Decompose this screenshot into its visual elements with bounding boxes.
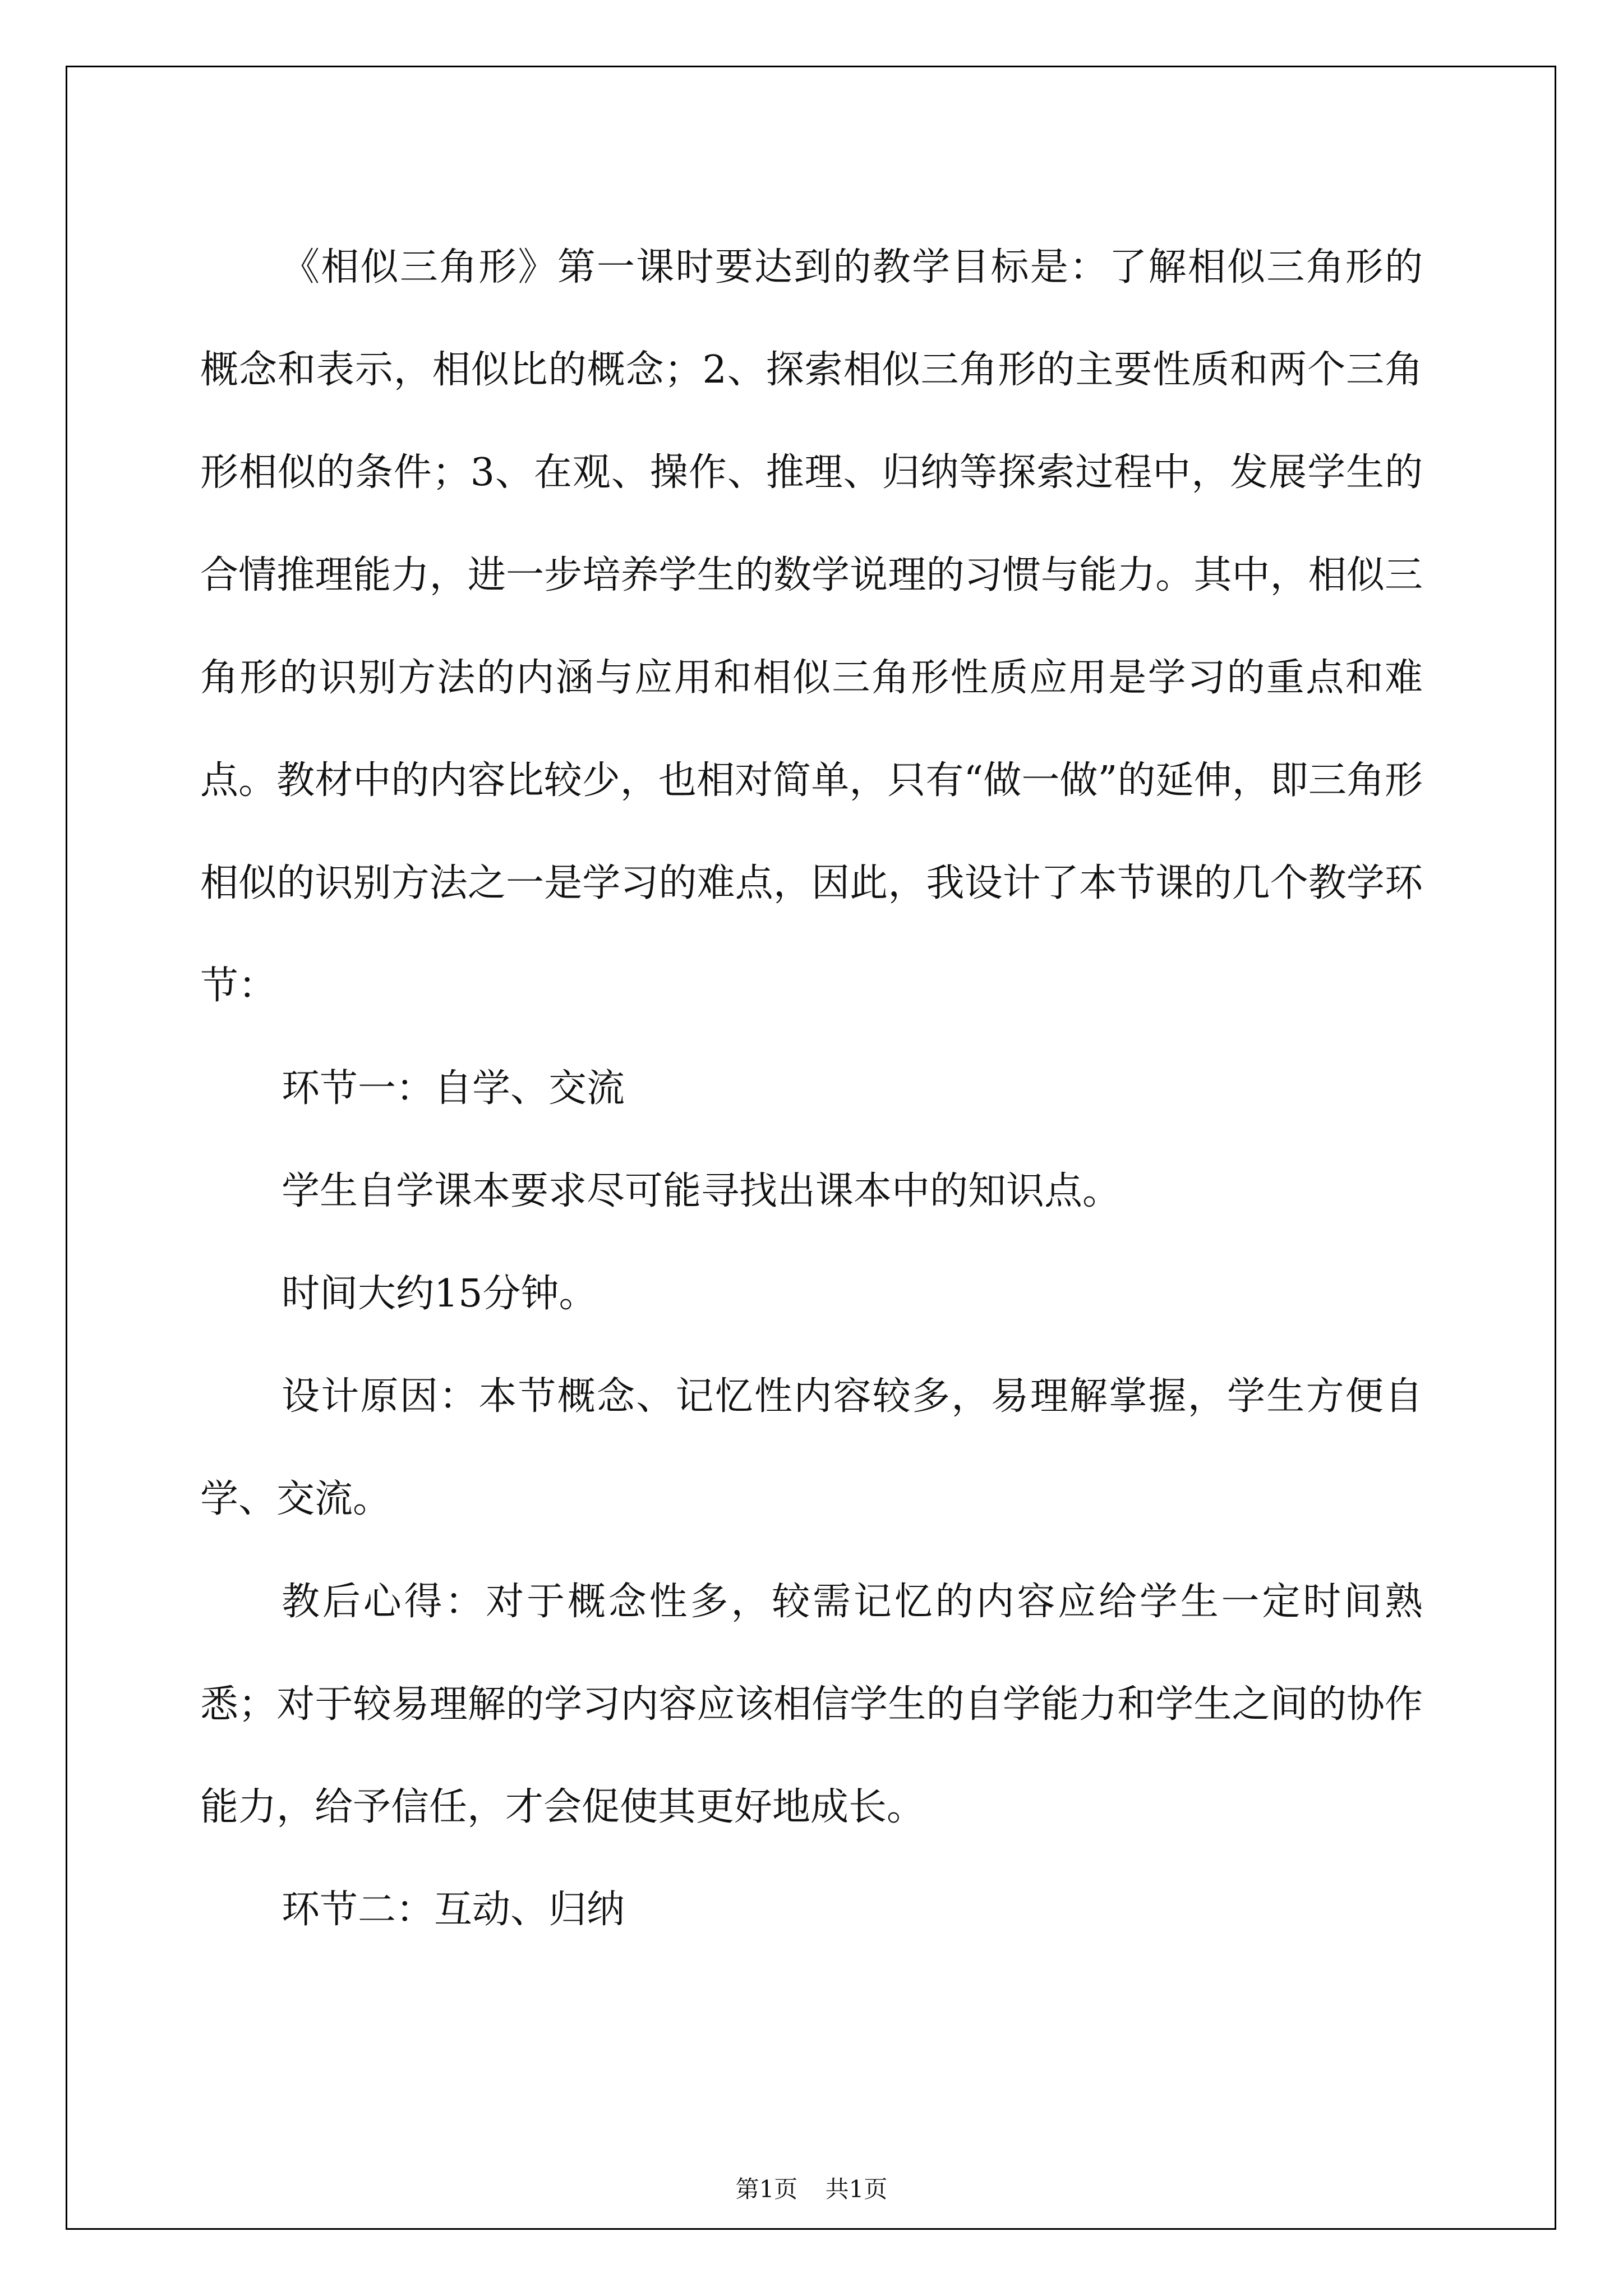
paragraph-self-study: 学生自学课本要求尽可能寻找出课本中的知识点。 xyxy=(282,1169,1121,1213)
page-number: 第1页 xyxy=(735,2175,798,2203)
paragraph-section-one-heading: 环节一：自学、交流 xyxy=(282,1066,625,1111)
document-body xyxy=(200,216,1423,1961)
page-total: 共1页 xyxy=(825,2175,888,2203)
paragraph-design-reason: 设计原因：本节概念、记忆性内容较多，易理解掌握，学生方便自学、交流。 xyxy=(200,1374,1423,1521)
paragraph-teaching-reflection: 教后心得：对于概念性多，较需记忆的内容应给学生一定时间熟悉；对于较易理解的学习内容应该相信学生的自学能力和学生之间的协作能力，给予信任，才会促使其更好地成长。 xyxy=(200,1580,1423,1829)
paragraph-section-two-heading: 环节二：互动、归纳 xyxy=(282,1888,625,1932)
page-footer xyxy=(0,2171,1623,2205)
paragraph-time: 时间大约15分钟。 xyxy=(282,1272,597,1316)
paragraph-intro: 《相似三角形》第一课时要达到的教学目标是：了解相似三角形的概念和表示，相似比的概念；2、探索相似三角形的主要性质和两个三角形相似的条件；3、在观、操作、推理、归纳等探索过程中，发展学生的合情推理能力，进一步培养学生的数学说理的习惯与能力。其中，相似三角形的识别方法的内涵与应用和相似三角形性质应用是学习的重点和难点。教材中的内容比较少，也相对简单，只有“做一做”的延伸，即三角形相似的识别方法之一是学习的难点，因此，我设计了本节课的几个教学环节： xyxy=(200,245,1423,1008)
